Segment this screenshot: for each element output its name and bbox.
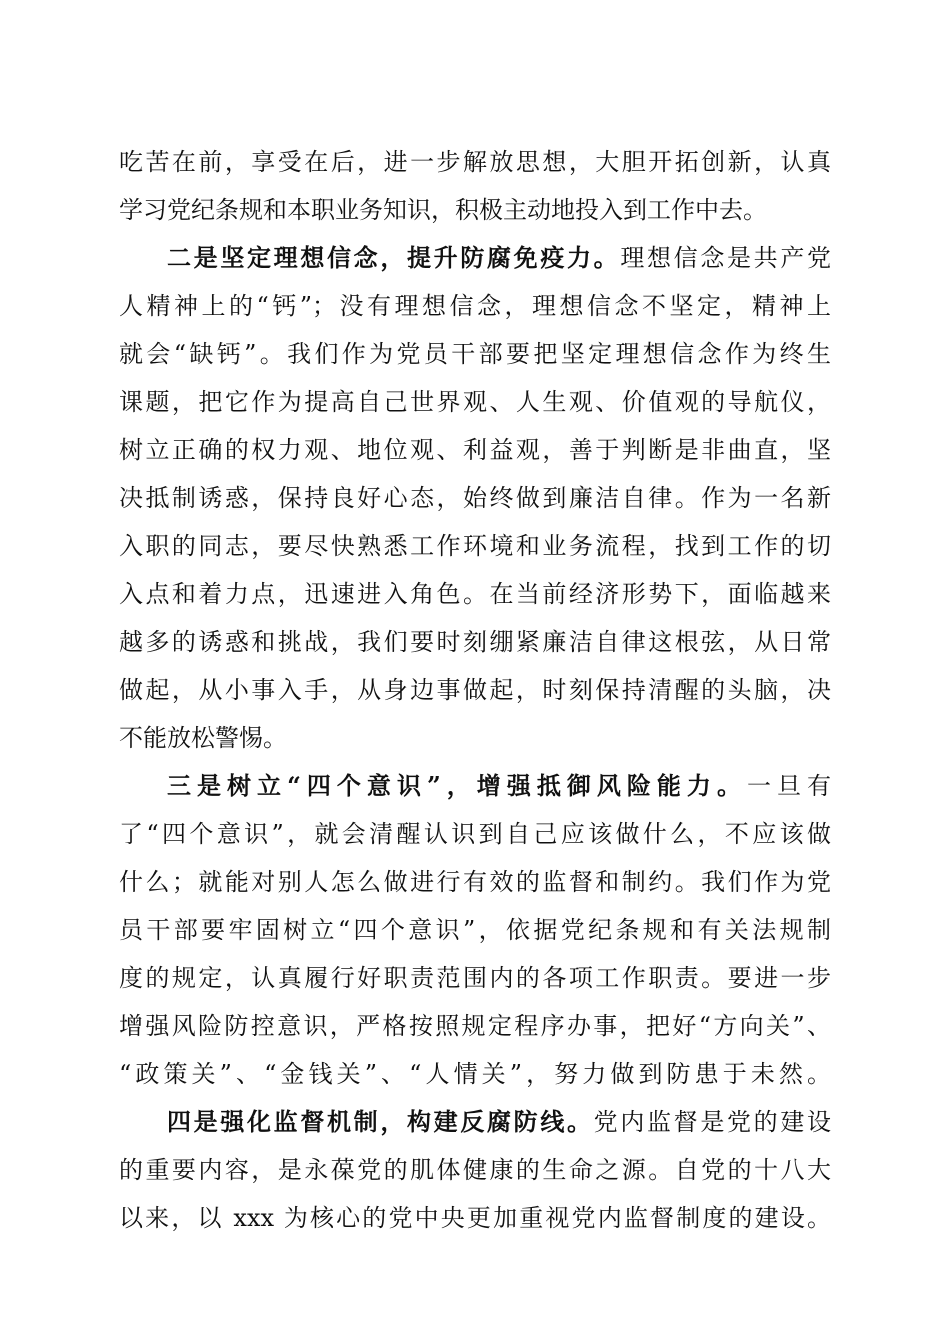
text-line: 增强风险防控意识，严格按照规定程序办事，把好“方向关”、	[119, 1012, 831, 1040]
text-line: 度的规定，认真履行好职责范围内的各项工作职责。要进一步	[119, 964, 831, 992]
text-line: 了“四个意识”，就会清醒认识到自己应该做什么，不应该做	[119, 820, 831, 848]
text-line: 越多的诱惑和挑战，我们要时刻绷紧廉洁自律这根弦，从日常	[119, 628, 831, 656]
text-line: “政策关”、“金钱关”、“人情关”，努力做到防患于未然。	[119, 1060, 831, 1088]
text-line: 学习党纪条规和本职业务知识，积极主动地投入到工作中去。	[119, 196, 767, 224]
text-line: 树立正确的权力观、地位观、利益观，善于判断是非曲直，坚	[119, 436, 831, 464]
section-heading-3: 三是树立“四个意识”，增强抵御风险能力。	[167, 771, 747, 800]
text-line: 就会“缺钙”。我们作为党员干部要把坚定理想信念作为终生	[119, 340, 831, 368]
text-line: 什么；就能对别人怎么做进行有效的监督和制约。我们作为党	[119, 868, 831, 896]
text-span: 党内监督是党的建设	[593, 1108, 831, 1136]
text-span: 一旦有	[746, 772, 831, 800]
text-line: 员干部要牢固树立“四个意识”，依据党纪条规和有关法规制	[119, 916, 831, 944]
text-line: 不能放松警惕。	[119, 724, 287, 752]
text-line: 以来，以 xxx 为核心的党中央更加重视党内监督制度的建设。	[119, 1204, 831, 1232]
text-line: 吃苦在前，享受在后，进一步解放思想，大胆开拓创新，认真	[119, 148, 831, 176]
text-line: 人精神上的“钙”；没有理想信念，理想信念不坚定，精神上	[119, 292, 831, 320]
section-heading-2: 二是坚定理想信念，提升防腐免疫力。	[167, 243, 621, 272]
text-span: 理想信念是共产党	[620, 244, 831, 272]
paragraph-first-line	[167, 766, 831, 806]
text-line: 入职的同志，要尽快熟悉工作环境和业务流程，找到工作的切	[119, 532, 831, 560]
paragraph-first-line	[167, 238, 831, 278]
text-line: 入点和着力点，迅速进入角色。在当前经济形势下，面临越来	[119, 580, 831, 608]
text-line: 决抵制诱惑，保持良好心态，始终做到廉洁自律。作为一名新	[119, 484, 831, 512]
text-line: 的重要内容，是永葆党的肌体健康的生命之源。自党的十八大	[119, 1156, 831, 1184]
text-line: 做起，从小事入手，从身边事做起，时刻保持清醒的头脑，决	[119, 676, 831, 704]
section-heading-4: 四是强化监督机制，构建反腐防线。	[167, 1107, 594, 1136]
text-line: 课题，把它作为提高自己世界观、人生观、价值观的导航仪，	[119, 388, 831, 416]
paragraph-first-line	[167, 1102, 831, 1142]
